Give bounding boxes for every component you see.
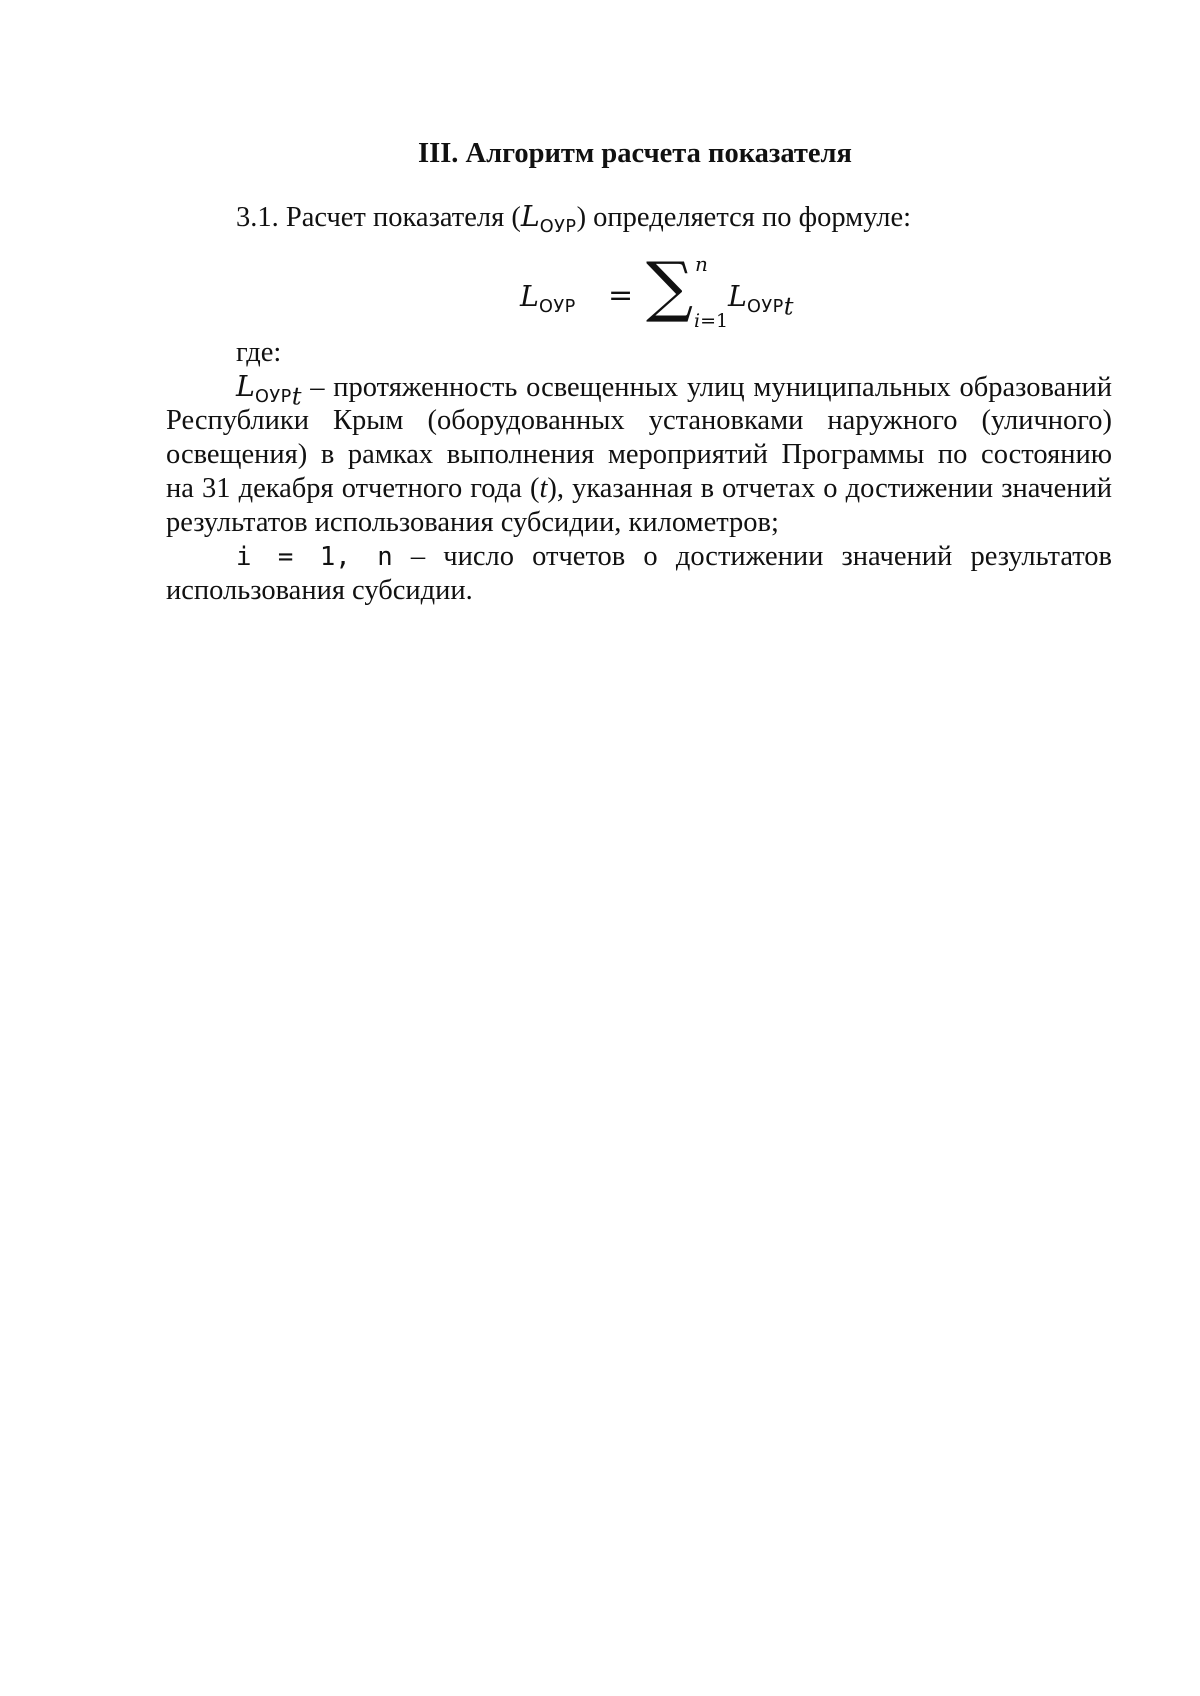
sum-formula [520,248,794,342]
def1-line-4 [166,472,1112,506]
intro-suffix: ) определяется по формуле: [576,202,912,233]
def1-line-2: Республики Крым (оборудованных установками наружного (уличного) [166,405,1112,436]
def1-var-subsub: t [291,382,302,411]
def1-line-3: освещения) в рамках выполнения мероприятий Программы по состоянию [166,439,1112,470]
formula-lhs-sub: ОУР [538,297,576,318]
formula-rhs-sub: ОУР [746,297,784,318]
def1-line-1-text: – протяженность освещенных улиц муниципальных образований [301,372,1112,403]
sigma-lower-index: i [694,310,701,332]
def2-math: i = 1, n [236,542,393,572]
def1-line-4-t: t [539,473,548,504]
intro-var: L [520,200,540,233]
intro-var-sub: ОУР [539,217,577,238]
formula-lhs-var: L [520,280,539,313]
def1-var-sub: ОУР [254,387,292,408]
where-label: где: [236,337,282,368]
formula-rhs [728,280,793,320]
def2-line-2: использования субсидии. [166,575,473,606]
formula-intro-paragraph [236,200,911,244]
def2-line-1-text: – число отчетов о достижении значений результатов [392,541,1113,572]
def1-line-4-pre: на 31 декабря отчетного года ( [166,473,540,504]
def1-line-4-post: ), указанная в отчетах о достижении значений [547,473,1112,504]
sigma-lower-value: =1 [700,310,729,332]
formula-rhs-var: L [728,280,747,313]
def2-line-1 [166,540,1112,574]
formula-lhs [520,280,576,317]
definition-i-n [166,540,1112,608]
intro-prefix: 3.1. Расчет показателя ( [236,202,521,233]
formula-equals: = [608,278,634,313]
def1-line-1 [166,370,1112,411]
sigma-upper-limit: n [695,252,708,276]
sigma-lower-limit [694,310,728,332]
def1-var: L [236,370,255,403]
section-heading: III. Алгоритм расчета показателя [418,138,852,169]
definition-l-our-t [166,370,1112,540]
sigma-symbol: ∑ [646,248,694,325]
formula-rhs-subsub: t [783,292,794,321]
def1-line-5: результатов использования субсидии, километров; [166,507,779,538]
